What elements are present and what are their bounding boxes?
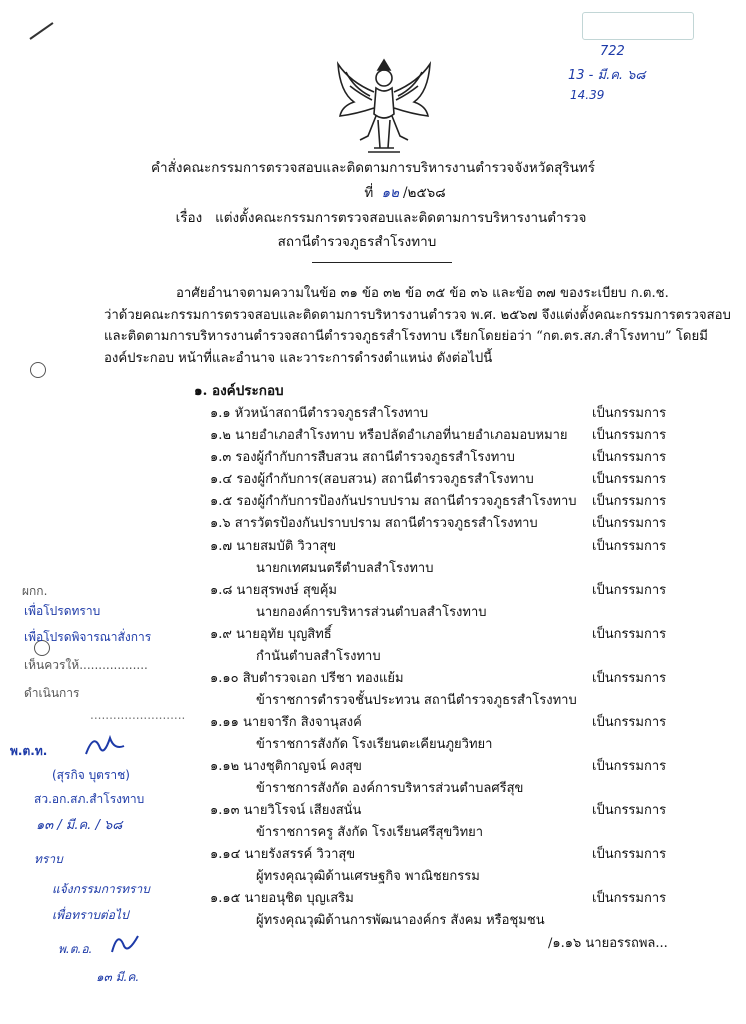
stamp-date: 13 - มี.ค. ๖๘ (568, 68, 646, 83)
member-role: เป็นกรรมการ (592, 671, 667, 686)
member-role: เป็นกรรมการ (592, 715, 667, 730)
member-name: ๑.๓ รองผู้กำกับการสืบสวน สถานีตำรวจภูธรสำโรงทาบ (210, 450, 515, 465)
stamp-number: 722 (600, 44, 625, 59)
member-role: เป็นกรรมการ (592, 627, 667, 642)
member-row (210, 468, 680, 489)
member-title: ข้าราชการตำรวจชั้นประทวน สถานีตำรวจภูธรสำโรงทาบ (256, 693, 577, 708)
member-name: ๑.๑๓ นายวิโรจน์ เสียงสนั่น (210, 803, 362, 818)
member-row (210, 623, 680, 644)
order-title-text: คำสั่งคณะกรรมการตรวจสอบและติดตามการบริหารงานตำรวจจังหวัดสุรินทร์ (151, 160, 595, 176)
member-title: นายกองค์การบริหารส่วนตำบลสำโรงทาบ (256, 605, 487, 620)
routing-name: (สุรกิจ บุตราช) (52, 768, 130, 782)
member-row (210, 402, 680, 423)
member-row (210, 667, 680, 688)
signature-icon (108, 928, 144, 958)
member-title: กำนันตำบลสำโรงทาบ (256, 649, 381, 664)
member-row (210, 535, 680, 556)
subject-line-2 (0, 230, 746, 252)
member-name: ๑.๑๒ นางชุติกาญจน์ คงสุข (210, 759, 362, 774)
member-role: เป็นกรรมการ (592, 428, 667, 443)
routing-rank: พ.ต.ท. (10, 744, 48, 758)
heading-divider (312, 262, 452, 263)
routing-dots: ......................... (90, 708, 186, 722)
member-name: ๑.๑๕ นายอนุชิต บุญเสริม (210, 891, 354, 906)
member-name: ๑.๑๐ สิบตำรวจเอก ปรีชา ทองแย้ม (210, 671, 404, 686)
member-row (210, 446, 680, 467)
intro-line: องค์ประกอบ หน้าที่และอำนาจ และวาระการดำรงตำแหน่ง ดังต่อไปนี้ (104, 350, 493, 366)
subject-text-2: สถานีตำรวจภูธรสำโรงทาบ (277, 234, 437, 250)
member-role: เป็นกรรมการ (592, 472, 667, 487)
note-line: แจ้งกรรมการทราบ (52, 882, 150, 896)
member-row (210, 799, 680, 820)
order-year: /๒๕๖๘ (403, 185, 446, 201)
signature-icon (80, 726, 130, 762)
member-row (210, 579, 680, 600)
member-row (210, 424, 680, 445)
member-role: เป็นกรรมการ (592, 803, 667, 818)
member-title: ข้าราชการสังกัด องค์การบริหารส่วนตำบลศรีสุข (256, 781, 524, 796)
member-title: ผู้ทรงคุณวุฒิด้านเศรษฐกิจ พาณิชยกรรม (256, 869, 480, 884)
member-name: ๑.๑๔ นายรังสรรค์ วิวาสุข (210, 847, 356, 862)
member-role: เป็นกรรมการ (592, 516, 667, 531)
member-role: เป็นกรรมการ (592, 539, 667, 554)
member-role: เป็นกรรมการ (592, 891, 667, 906)
pen-mark (29, 22, 53, 40)
member-name: ๑.๕ รองผู้กำกับการป้องกันปราบปราม สถานีตำรวจภูธรสำโรงทาบ (210, 494, 577, 509)
note-line: พ.ต.อ. (58, 942, 93, 956)
member-row (210, 755, 680, 776)
member-row (210, 843, 680, 864)
member-title: ข้าราชการสังกัด โรงเรียนตะเคียนภูยวิทยา (256, 737, 493, 752)
order-title (0, 156, 746, 178)
routing-to: ผกก. (22, 584, 48, 598)
intro-line: และติดตามการบริหารงานตำรวจสถานีตำรวจภูธรสำโรงทาบ เรียกโดยย่อว่า “กต.ตร.สภ.สำโรงทาบ” โดยมี (104, 329, 708, 344)
member-title: นายกเทศมนตรีตำบลสำโรงทาบ (256, 561, 434, 576)
member-name: ๑.๔ รองผู้กำกับการ(สอบสวน) สถานีตำรวจภูธรสำโรงทาบ (210, 472, 534, 487)
member-name: ๑.๑ หัวหน้าสถานีตำรวจภูธรสำโรงทาบ (210, 406, 429, 421)
subject-label: เรื่อง (175, 210, 203, 226)
stamp-time: 14.39 (570, 88, 605, 102)
intro-line: อาศัยอำนาจตามความในข้อ ๓๑ ข้อ ๓๒ ข้อ ๓๕ ข้อ ๓๖ และข้อ ๓๗ ของระเบียบ ก.ต.ช. (176, 286, 669, 301)
note-line: ๑๓ มี.ค. (96, 970, 140, 984)
intro-paragraph (104, 283, 731, 369)
member-role: เป็นกรรมการ (592, 583, 667, 598)
order-number (0, 181, 746, 203)
member-role: เป็นกรรมการ (592, 759, 667, 774)
order-no-handwritten: ๑๒ (381, 185, 399, 201)
member-name: ๑.๑๑ นายจารึก สิงจานุสงค์ (210, 715, 362, 730)
routing-office: สว.อก.สภ.สำโรงทาบ (34, 792, 145, 806)
member-role: เป็นกรรมการ (592, 450, 667, 465)
routing-option: เพื่อโปรดพิจารณาสั่งการ (24, 630, 152, 644)
member-row (210, 711, 680, 732)
section-title: ๑. องค์ประกอบ (194, 383, 284, 399)
member-title: ข้าราชการครู สังกัด โรงเรียนศรีสุขวิทยา (256, 825, 484, 840)
routing-option: เห็นควรให้.................. (24, 658, 148, 672)
binder-hole-top (30, 362, 46, 378)
note-line: ทราบ (34, 852, 63, 866)
member-name: ๑.๗ นายสมบัติ วิวาสุข (210, 539, 337, 554)
member-row (210, 512, 680, 533)
note-line: เพื่อทราบต่อไป (52, 908, 129, 922)
stamp-box (582, 12, 694, 40)
member-name: ๑.๙ นายอุทัย บุญสิทธิ์ (210, 627, 332, 642)
member-name: ๑.๖ สารวัตรป้องกันปราบปราม สถานีตำรวจภูธรสำโรงทาบ (210, 516, 538, 531)
member-row (210, 887, 680, 908)
member-name: ๑.๘ นายสุรพงษ์ สุขคุ้ม (210, 583, 337, 598)
member-name: ๑.๒ นายอำเภอสำโรงทาบ หรือปลัดอำเภอที่นายอำเภอมอบหมาย (210, 428, 568, 443)
garuda-emblem-icon (330, 52, 438, 160)
receive-stamp (562, 6, 732, 116)
member-role: เป็นกรรมการ (592, 406, 667, 421)
routing-date: ๑๓ / มี.ค. / ๖๘ (36, 818, 123, 833)
member-row (210, 490, 680, 511)
member-role: เป็นกรรมการ (592, 494, 667, 509)
order-prefix: ที่ (364, 185, 374, 201)
routing-option: เพื่อโปรดทราบ (24, 604, 101, 618)
intro-line: ว่าด้วยคณะกรรมการตรวจสอบและติดตามการบริหารงานตำรวจ พ.ศ. ๒๕๖๗ จึงแต่งตั้งคณะกรรมการตรวจสอบ (104, 307, 731, 323)
subject-text-1: แต่งตั้งคณะกรรมการตรวจสอบและติดตามการบริหารงานตำรวจ (215, 210, 587, 226)
routing-option: ดำเนินการ (24, 686, 80, 700)
continued-marker: /๑.๑๖ นายอรรถพล... (548, 936, 668, 951)
member-title: ผู้ทรงคุณวุฒิด้านการพัฒนาองค์กร สังคม หรือชุมชน (256, 913, 545, 928)
member-role: เป็นกรรมการ (592, 847, 667, 862)
subject-line-1 (0, 206, 746, 228)
